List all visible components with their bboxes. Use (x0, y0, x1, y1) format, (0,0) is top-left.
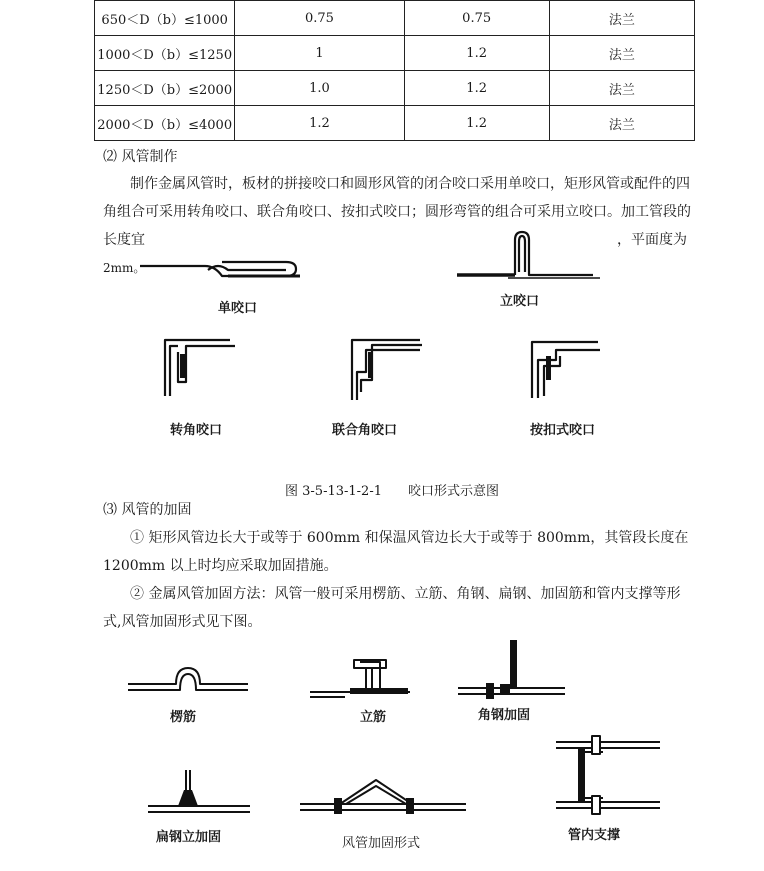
table-cell: 1.0 (235, 71, 404, 106)
section3-heading: ⑶ 风管的加固 (103, 502, 192, 518)
label-flat: 扁钢立加固 (156, 830, 222, 845)
label-inner: 管内支撑 (568, 828, 621, 843)
label-standing-seam: 立咬口 (500, 294, 540, 309)
table-cell: 法兰 (549, 106, 694, 141)
section3-item1-line1: ① 矩形风管边长大于或等于 600mm 和保温风管边长大于或等于 800mm，其管段长度在 (130, 530, 689, 546)
table-cell: 1.2 (404, 36, 549, 71)
inner-support-drawing (556, 736, 660, 814)
rib-drawing (128, 668, 248, 690)
figure1-caption: 图 3-5-13-1-2-1 咬口形式示意图 (285, 484, 499, 499)
table-cell: 1250＜D（b）≤2000 (95, 71, 235, 106)
section2-para-line2: 角组合可采用转角咬口、联合角咬口、按扣式咬口；圆形弯管的组合可采用立咬口。加工管段的 (103, 204, 691, 220)
label-standing-rib: 立筋 (360, 710, 387, 725)
section3-item1-line2: 1200mm 以上时均应采取加固措施。 (103, 558, 338, 574)
label-corner-seam: 转角咬口 (170, 423, 223, 438)
table-cell: 1.2 (235, 106, 404, 141)
section2-heading: ⑵ 风管制作 (103, 149, 178, 165)
table-cell: 650＜D（b）≤1000 (95, 1, 235, 36)
section2-para-line1: 制作金属风管时，板材的拼接咬口和圆形风管的闭合咬口采用单咬口，矩形风管或配件的四 (130, 176, 690, 192)
table-cell: 2000＜D（b）≤4000 (95, 106, 235, 141)
table-cell: 0.75 (235, 1, 404, 36)
section2-para-line3-right: ，平面度为 (617, 232, 687, 248)
label-angle: 角钢加固 (478, 708, 531, 723)
table-cell: 1.2 (404, 71, 549, 106)
label-snap-seam: 按扣式咬口 (530, 423, 596, 438)
table-cell: 1.2 (404, 106, 549, 141)
label-rib: 楞筋 (170, 710, 197, 725)
table-cell: 法兰 (549, 36, 694, 71)
label-single-seam: 单咬口 (218, 301, 258, 316)
standing-rib-drawing (310, 660, 410, 697)
reinforcing-rib-drawing (300, 780, 466, 814)
table-cell: 1000＜D（b）≤1250 (95, 36, 235, 71)
section3-item2-line1: ② 金属风管加固方法：风管一般可采用楞筋、立筋、角钢、扁钢、加固筋和管内支撑等形 (130, 586, 681, 602)
section2-para-line4: 2mm。 (103, 261, 146, 275)
table-cell: 法兰 (549, 1, 694, 36)
flat-drawing (148, 770, 250, 812)
table-cell: 法兰 (549, 71, 694, 106)
section2-para-line3-left: 长度宜 (103, 232, 145, 248)
table-cell: 0.75 (404, 1, 549, 36)
angle-drawing (458, 640, 565, 699)
table-cell: 1 (235, 36, 404, 71)
figure2-caption: 风管加固形式 (342, 836, 421, 851)
section3-item2-line2: 式,风管加固形式见下图。 (103, 614, 262, 630)
label-combined-seam: 联合角咬口 (332, 423, 398, 438)
